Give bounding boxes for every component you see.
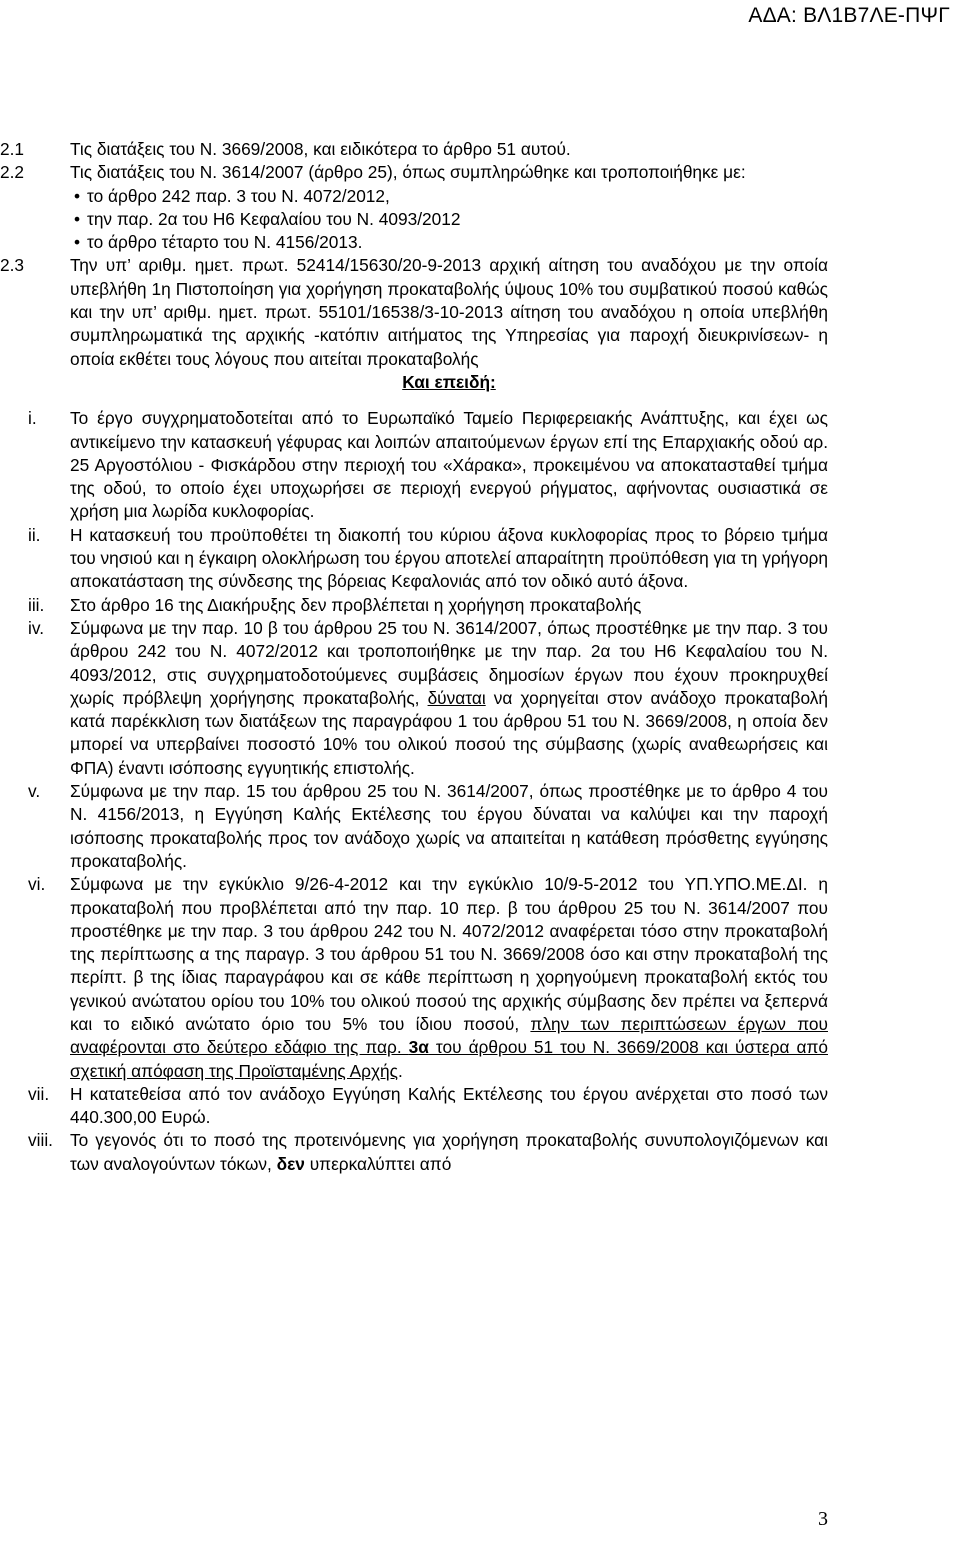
point-ii (0, 524, 960, 594)
point-number: i. (28, 408, 37, 429)
bullet-icon: • (74, 185, 81, 206)
point-number: ii. (28, 524, 41, 545)
bullet-text: την παρ. 2α του Η6 Κεφαλαίου του Ν. 4093/2012 (87, 208, 461, 229)
bullet-text: το άρθρο 242 παρ. 3 του Ν. 4072/2012, (87, 185, 390, 206)
point-i (0, 407, 960, 523)
whereas-heading: Και επειδή: (402, 371, 496, 392)
point-text-end: . (397, 1060, 403, 1081)
point-number: iii. (28, 594, 45, 615)
underlined-text: του άρθρου 51 του Ν. 3669/2008 και ύστερα από σχετική απόφαση της Προϊσταμένης Αρχής (70, 1037, 828, 1081)
page-number: 3 (818, 1508, 828, 1530)
point-number: vi. (28, 874, 46, 895)
item-2-2 (0, 161, 960, 184)
point-text: Στο άρθρο 16 της Διακήρυξης δεν προβλέπεται η χορήγηση προκαταβολής (70, 594, 642, 615)
point-number: vii. (28, 1083, 50, 1104)
bullet-icon: • (74, 232, 81, 253)
point-vii (0, 1083, 960, 1130)
point-iii (0, 594, 960, 617)
item-2-3 (0, 254, 960, 370)
item-text: Τις διατάξεις του Ν. 3669/2008, και ειδικότερα το άρθρο 51 αυτού. (70, 139, 571, 159)
point-text-cont: υπερκαλύπτει από (304, 1153, 452, 1174)
point-v (0, 780, 960, 873)
point-text: Η κατατεθείσα από τον ανάδοχο Εγγύηση Καλής Εκτέλεσης του έργου ανέρχεται στο ποσό των 440.300,00 Ευρώ. (70, 1083, 828, 1128)
point-text: Σύμφωνα με την παρ. 10 β του άρθρου 25 του Ν. 3614/2007, όπως προστέθηκε με την παρ. 3 του άρθρου 242 του Ν. 4072/2012 και τροποποιήθηκε με την παρ. 2α του Η6 Κεφαλαίου του Ν. 4093/2012, στις συγχρηματοδοτούμενες συμβάσεις δημοσίων έργων που έχουν προκηρυχθεί χωρίς πρόβλεψη χορήγησης προκαταβολής, (70, 617, 828, 708)
document-body (0, 138, 960, 1176)
bold-text: δεν (276, 1153, 305, 1174)
point-iv (0, 617, 960, 780)
item-number: 2.3 (0, 255, 25, 276)
point-text-cont: να χορηγείται στον ανάδοχο προκαταβολή κατά παρέκκλιση των διατάξεων της παραγράφου 1 του άρθρου 51 του Ν. 3669/2008, η οποία δεν μπορεί να υπερβαίνει ποσοστό 10% του ολικού ποσού της σύμβασης (χωρίς αναθεωρήσεις και ΦΠΑ) έναντι ισόποσης εγγυητικής επιστολής. (70, 687, 829, 778)
bullet-text: το άρθρο τέταρτο του Ν. 4156/2013. (87, 232, 363, 253)
item-text: Την υπ’ αριθμ. ημετ. πρωτ. 52414/15630/20-9-2013 αρχική αίτηση του αναδόχου με την οποία υπεβλήθη 1η Πιστοποίηση για χορήγηση προκαταβολής ύψους 10% του συμβατικού ποσού καθώς και την υπ’ αριθμ. ημετ. πρωτ. 55101/16538/3-10-2013 αίτηση του αναδόχου η οποία υπεβλήθη συμπληρωματικά της αρχικής -κατόπιν αιτήματος της Υπηρεσίας για παροχή διευκρινίσεων- η οποία εκθέτει τους λόγους που αιτείται προκαταβολής (70, 255, 828, 369)
point-text: Το έργο συγχρηματοδοτείται από το Ευρωπαϊκό Ταμείο Περιφερειακής Ανάπτυξης, και έχει ως αντικείμενο την κατασκευή γέφυρας και λοιπών απαιτούμενων έργων επί της Επαρχιακής οδού αρ. 25 Αργοστόλιου - Φισκάρδου στην περιοχή του «Χάρακα», προκειμένου να αποκατασταθεί τμήμα της οδού, το οποίο έχει υποχωρήσει σε περιοχή ενεργού ρήγματος, αφήνοντας ουσιαστικά σε χρήση μια λωρίδα κυκλοφορίας. (70, 408, 828, 522)
point-vi (0, 873, 960, 1083)
item-number: 2.1 (0, 139, 25, 159)
item-number: 2.2 (0, 162, 25, 183)
item-2-1 (0, 138, 960, 161)
underlined-text: δύναται (427, 687, 486, 708)
bullet-item (0, 208, 960, 231)
point-text: Η κατασκευή του προϋποθέτει τη διακοπή του κύριου άξονα κυκλοφορίας προς το βόρειο τμήμα του νησιού και η έγκαιρη ολοκλήρωση του έργου αποτελεί απαραίτητη προϋπόθεση για τη γρήγορη αποκατάσταση της σύνδεσης της βόρειας Κεφαλονιάς από τον οδικό αυτό άξονα. (70, 524, 828, 592)
point-text: Σύμφωνα με την εγκύκλιο 9/26-4-2012 και την εγκύκλιο 10/9-5-2012 του ΥΠ.ΥΠΟ.ΜΕ.ΔΙ. η προκαταβολή που προβλέπεται από την παρ. 10 περ. β του άρθρου 25 του Ν. 3614/2007 που προστέθηκε με την παρ. 3 του άρθρου 242 του Ν. 4072/2012 αναφέρεται τόσο στην προκαταβολή της περίπτωσης α της παραγρ. 3 του άρθρου 51 του Ν. 3669/2008 όσο και στην προκαταβολή της περίπτ. β της ίδιας παραγράφου και σε κάθε περίπτωση η χορηγούμενη προκαταβολή εκτός του γενικού ανώτατου ορίου του 10% του ολικού ποσού της αρχικής σύμβασης δεν πρέπει να ξεπερνά και το ειδικό ανώτατο όριο του 5% του ίδιου ποσού, (70, 874, 828, 1034)
bullet-item (0, 231, 960, 254)
underlined-text: πλην των περιπτώσεων έργων που αναφέρονται στο δεύτερο εδάφιο της παρ. (70, 1013, 828, 1058)
item-text: Τις διατάξεις του Ν. 3614/2007 (άρθρο 25), όπως συμπληρώθηκε και τροποποιήθηκε με: (70, 162, 746, 183)
point-text: Το γεγονός ότι το ποσό της προτεινόμενης για χορήγηση προκαταβολής συνυπολογιζόμενων και των αναλογούντων τόκων, (70, 1130, 828, 1174)
bullet-item (0, 185, 960, 208)
ada-code: ΑΔΑ: ΒΛ1Β7ΛΕ-ΠΨΓ (748, 4, 950, 27)
point-text: Σύμφωνα με την παρ. 15 του άρθρου 25 του Ν. 3614/2007, όπως προστέθηκε με το άρθρο 4 του Ν. 4156/2013, η Εγγύηση Καλής Εκτέλεσης του έργου δύναται να καλύψει και την παροχή ισόποσης προκαταβολής προς τον ανάδοχο χωρίς να απαιτείται η κατάθεση πρόσθετης εγγύησης προκαταβολής. (70, 781, 828, 871)
point-number: iv. (28, 617, 44, 638)
point-number: viii. (28, 1130, 53, 1151)
bullet-icon: • (74, 208, 81, 229)
underlined-bold-text: 3α (408, 1037, 429, 1058)
point-number: v. (28, 781, 41, 802)
point-viii (0, 1129, 960, 1176)
